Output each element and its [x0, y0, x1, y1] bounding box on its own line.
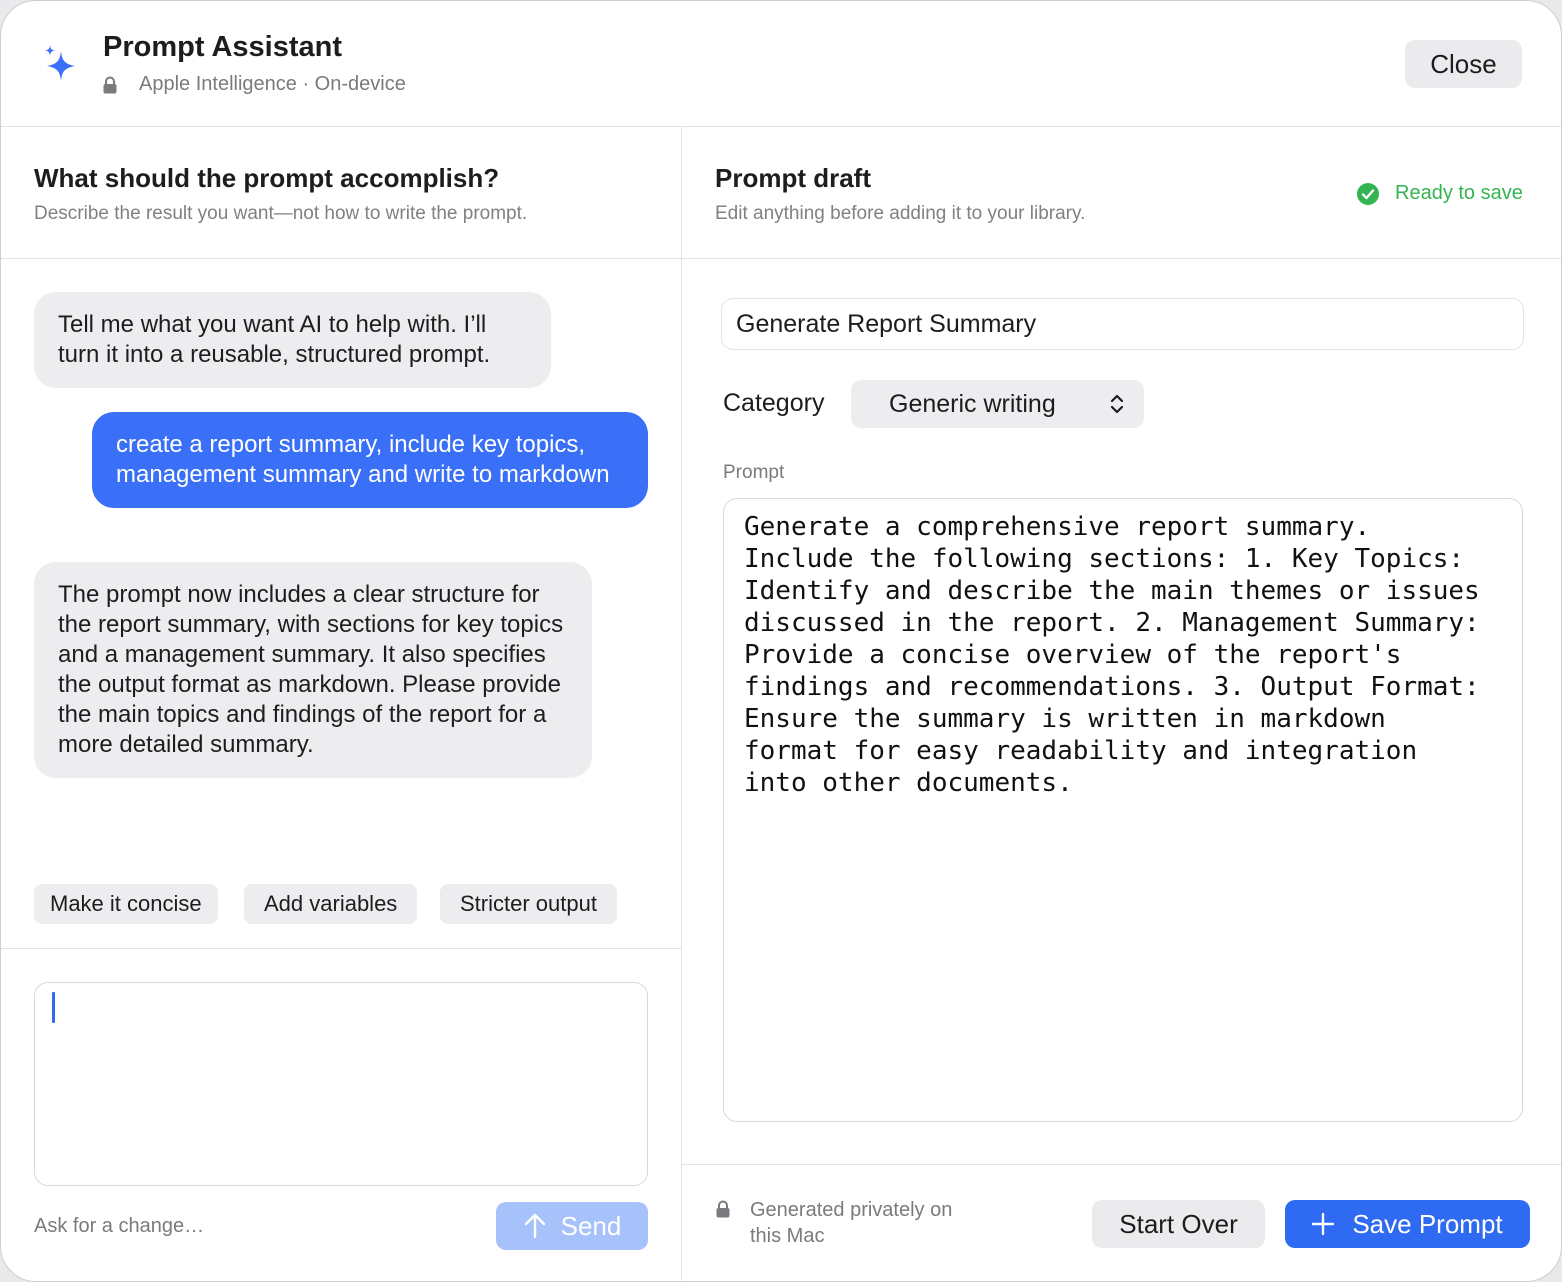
category-select[interactable] [851, 380, 1144, 428]
ready-status-text: Ready to save [1395, 182, 1523, 204]
draft-title: Prompt draft [715, 163, 871, 193]
lock-icon [103, 76, 117, 94]
save-prompt-label: Save Prompt [1352, 1208, 1503, 1239]
assistant-message: The prompt now includes a clear structure for the report summary, with sections for key topics and a management summary. It also specifies the output format as markdown. Please provide the main topics and findings of the report for a more detailed summary. [34, 562, 592, 778]
conversation-panel [1, 127, 681, 1282]
conversation-header [1, 127, 681, 259]
lock-icon [716, 1200, 730, 1218]
category-value: Generic writing [889, 389, 1056, 418]
draft-header [682, 127, 1562, 259]
prompt-title-field[interactable]: Generate Report Summary [721, 298, 1524, 350]
category-label: Category [723, 389, 825, 417]
divider [1, 948, 681, 949]
assistant-message: Tell me what you want AI to help with. I’ll turn it into a reusable, structured prompt. [34, 292, 551, 388]
close-button[interactable]: Close [1405, 40, 1522, 88]
private-note [716, 1197, 952, 1249]
divider [682, 1164, 1562, 1165]
composer-hint: Ask for a change… [34, 1215, 205, 1237]
conversation-subtitle: Describe the result you want—not how to write the prompt. [34, 203, 528, 224]
app-subtitle-text: Apple Intelligence · On-device [139, 73, 406, 95]
chip-stricter-output[interactable]: Stricter output [440, 884, 617, 924]
start-over-button[interactable]: Start Over [1092, 1200, 1265, 1248]
app-subtitle [103, 73, 406, 96]
chip-make-concise[interactable]: Make it concise [34, 884, 218, 924]
prompt-draft-panel [681, 127, 1562, 1282]
conversation-title: What should the prompt accomplish? [34, 163, 500, 193]
private-note-text: Generated privately on this Mac [750, 1199, 953, 1247]
change-request-input[interactable] [34, 982, 648, 1186]
text-caret [52, 992, 55, 1023]
send-label: Send [560, 1210, 622, 1241]
chevron-up-down-icon [1108, 392, 1126, 416]
chip-add-variables[interactable]: Add variables [244, 884, 417, 924]
arrow-up-icon [523, 1213, 547, 1239]
ready-status [1357, 182, 1523, 205]
window-header [1, 1, 1561, 127]
app-title: Prompt Assistant [103, 31, 343, 63]
user-message: create a report summary, include key topics, management summary and write to markdown [92, 412, 648, 508]
prompt-label: Prompt [723, 462, 785, 483]
save-prompt-button[interactable] [1285, 1200, 1530, 1248]
sparkle-icon [41, 43, 79, 85]
send-button[interactable] [496, 1202, 648, 1250]
plus-icon [1312, 1213, 1334, 1235]
draft-subtitle: Edit anything before adding it to your library. [715, 203, 1086, 224]
checkmark-circle-icon [1357, 183, 1379, 205]
prompt-text-editor[interactable]: Generate a comprehensive report summary. Include the following sections: 1. Key Topics: Identify and describe the main themes or issues discussed in the report. 2. Management Summary: Provide a concise overview of the report's findings and recommendations. 3. Output Format: Ensure the summary is written in markdown format for easy readability and integration into other documents. [723, 498, 1523, 1122]
